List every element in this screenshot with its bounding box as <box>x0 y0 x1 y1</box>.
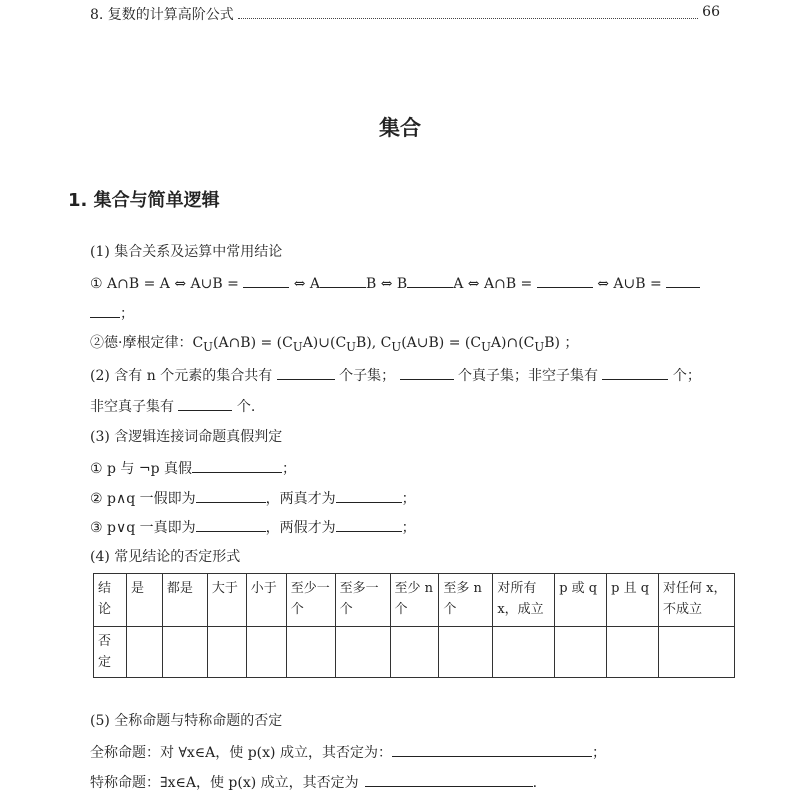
subheading-4: (4) 常见结论的否定形式 <box>90 549 241 565</box>
text: B ⇔ B <box>366 276 408 292</box>
blank[interactable] <box>602 366 668 380</box>
text: ②德·摩根定律：C <box>90 335 204 351</box>
table-cell: 结论 <box>94 574 127 627</box>
blank[interactable] <box>192 459 282 473</box>
blank[interactable] <box>365 773 533 787</box>
text: ，两假才为 <box>265 520 336 536</box>
line-or <box>90 518 416 537</box>
text: ② p∧q 一假即为 <box>90 491 196 507</box>
text: (A∪B) = (C <box>401 335 482 351</box>
line-continuation <box>90 304 134 323</box>
table-cell: 是 <box>126 574 162 627</box>
toc-page: 66 <box>702 4 720 20</box>
table-cell: p 且 q <box>607 574 659 627</box>
subheading-3: (3) 含逻辑连接词命题真假判定 <box>90 429 283 445</box>
table-cell: 都是 <box>162 574 207 627</box>
line-set-relations <box>90 274 700 293</box>
text: ③ p∨q 一真即为 <box>90 520 196 536</box>
blank[interactable] <box>320 274 366 288</box>
line-nonempty-proper <box>90 397 255 416</box>
text: ； <box>120 306 134 322</box>
answer-cell[interactable] <box>162 627 207 678</box>
text: A)∪(C <box>302 335 347 351</box>
blank[interactable] <box>336 518 402 532</box>
line-p-not-p <box>90 459 296 478</box>
table-cell: 小于 <box>246 574 286 627</box>
text: . <box>532 775 538 791</box>
text: ⇔ A <box>289 276 321 292</box>
text: 非空真子集有 <box>90 399 174 415</box>
text: ； <box>401 520 416 536</box>
answer-cell[interactable] <box>607 627 659 678</box>
text: A ⇔ A∩B = <box>453 276 537 292</box>
blank[interactable] <box>666 274 700 288</box>
text: 个. <box>236 399 256 415</box>
table-cell: 对所有 x，成立 <box>493 574 555 627</box>
line-universal <box>90 743 606 762</box>
toc-entry[interactable] <box>90 4 720 24</box>
blank[interactable] <box>392 743 592 757</box>
text: B), C <box>356 335 392 351</box>
text: A)∩(C <box>490 335 535 351</box>
blank[interactable] <box>537 274 593 288</box>
line-subsets <box>90 366 701 385</box>
text: 特称命题：∃x∈A，使 p(x) 成立，其否定为 <box>90 775 359 791</box>
blank[interactable] <box>407 274 453 288</box>
table-cell: 对任何 x，不成立 <box>659 574 735 627</box>
line-existential <box>90 773 537 792</box>
subscript: U <box>292 339 303 354</box>
text: ，两真才为 <box>265 491 336 507</box>
page-title: 集合 <box>379 116 421 140</box>
subheading-5: (5) 全称命题与特称命题的否定 <box>90 713 283 729</box>
text: ； <box>401 491 416 507</box>
answer-cell[interactable] <box>286 627 335 678</box>
subscript: U <box>346 339 356 354</box>
subscript: U <box>203 339 213 354</box>
answer-cell[interactable] <box>439 627 493 678</box>
blank[interactable] <box>277 366 335 380</box>
table-cell: 至少 n 个 <box>390 574 439 627</box>
text: ； <box>282 461 297 477</box>
line-de-morgan <box>90 334 578 356</box>
answer-cell[interactable] <box>493 627 555 678</box>
negation-table <box>93 573 735 678</box>
answer-cell[interactable] <box>207 627 246 678</box>
table-row-conclusion <box>94 574 735 627</box>
line-and <box>90 489 416 508</box>
text: ⇔ A∪B = <box>592 276 667 292</box>
table-row-negation <box>94 627 735 678</box>
subheading-1: (1) 集合关系及运算中常用结论 <box>90 244 283 260</box>
subscript: U <box>391 339 402 354</box>
blank[interactable] <box>400 366 454 380</box>
blank[interactable] <box>90 304 120 318</box>
blank[interactable] <box>178 397 232 411</box>
section-heading: 1. 集合与简单逻辑 <box>68 190 220 211</box>
blank[interactable] <box>336 489 402 503</box>
toc-leader <box>238 4 698 19</box>
text: 个真子集；非空子集有 <box>458 368 599 384</box>
table-cell: 大于 <box>207 574 246 627</box>
text: 全称命题：对 ∀x∈A，使 p(x) 成立，其否定为： <box>90 745 392 761</box>
blank[interactable] <box>196 489 266 503</box>
answer-cell[interactable] <box>555 627 607 678</box>
table-cell: 否定 <box>94 627 127 678</box>
subscript: U <box>481 339 491 354</box>
text: ① p 与 ¬p 真假 <box>90 461 193 477</box>
blank[interactable] <box>196 518 266 532</box>
answer-cell[interactable] <box>390 627 439 678</box>
text: (A∩B) = (C <box>213 335 293 351</box>
text: (2) 含有 n 个元素的集合共有 <box>90 368 273 384</box>
subscript: U <box>534 339 545 354</box>
answer-cell[interactable] <box>246 627 286 678</box>
table-cell: 至少一个 <box>286 574 335 627</box>
text: B) ； <box>544 335 579 351</box>
text: ； <box>591 745 606 761</box>
text: 个子集； <box>339 368 396 384</box>
table-cell: 至多 n 个 <box>439 574 493 627</box>
table-cell: p 或 q <box>555 574 607 627</box>
blank[interactable] <box>243 274 289 288</box>
toc-label: 8. 复数的计算高阶公式 <box>90 7 234 23</box>
answer-cell[interactable] <box>335 627 390 678</box>
table-cell: 至多一个 <box>335 574 390 627</box>
answer-cell[interactable] <box>659 627 735 678</box>
answer-cell[interactable] <box>126 627 162 678</box>
text: 个； <box>672 368 701 384</box>
text: ① A∩B = A ⇔ A∪B = <box>90 276 244 292</box>
